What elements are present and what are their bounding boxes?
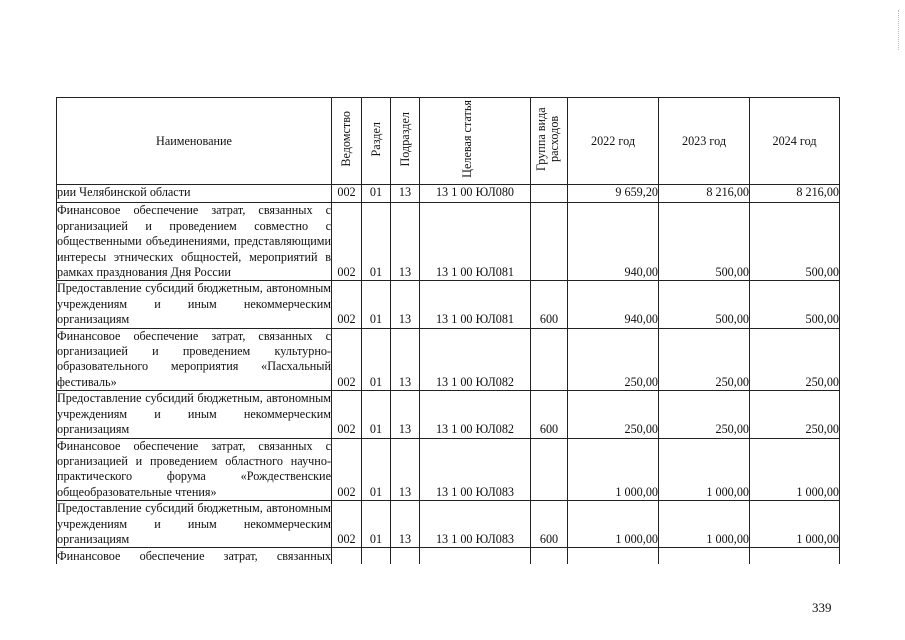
table-row bbox=[57, 501, 840, 548]
row-target-item: 13 1 00 ЮЛ083 bbox=[420, 501, 531, 548]
header-section: Раздел bbox=[362, 98, 391, 185]
header-name: Наименование bbox=[57, 98, 332, 185]
row-dept bbox=[332, 548, 362, 565]
row-name: Финансовое обеспечение затрат, связанных с организацией и проведением культурно-образовательного мероприятия «Пасхальный фестиваль» bbox=[57, 328, 331, 389]
header-year-2022: 2022 год bbox=[568, 98, 659, 185]
row-target-item: 13 1 00 ЮЛ082 bbox=[420, 391, 531, 438]
row-dept: 002 bbox=[332, 281, 362, 328]
row-expense-group bbox=[531, 203, 568, 281]
row-name: Финансовое обеспечение затрат, связанных с организацией и проведением областного научно-практического форума «Рождественские общеобразовательные чтения» bbox=[57, 438, 331, 499]
row-section: 01 bbox=[362, 438, 391, 501]
row-value-2022: 940,00 bbox=[568, 203, 659, 281]
row-value-2023: 500,00 bbox=[659, 281, 750, 328]
row-value-2023: 8 216,00 bbox=[659, 185, 750, 203]
row-value-2023: 1 000,00 bbox=[659, 501, 750, 548]
row-target-item: 13 1 00 ЮЛ081 bbox=[420, 203, 531, 281]
row-expense-group: 600 bbox=[531, 281, 568, 328]
row-value-2022: 1 000,00 bbox=[568, 438, 659, 501]
row-subsection: 13 bbox=[391, 501, 420, 548]
row-subsection: 13 bbox=[391, 328, 420, 391]
table-header-row bbox=[57, 98, 840, 185]
header-year-2023: 2023 год bbox=[659, 98, 750, 185]
header-subsection: Подраздел bbox=[391, 98, 420, 185]
row-subsection: 13 bbox=[391, 281, 420, 328]
row-section bbox=[362, 548, 391, 565]
row-value-2024: 250,00 bbox=[750, 328, 840, 391]
row-name: рии Челябинской области bbox=[57, 185, 332, 203]
row-name: Предоставление субсидий бюджетным, автономным учреждениям и иным некоммерческим организациям bbox=[57, 501, 331, 546]
row-target-item bbox=[420, 548, 531, 565]
row-name: Финансовое обеспечение затрат, связанных с организацией и проведением совместно с общественными объединениями, представляющими интересы этнических общностей, мероприятий в рамках празднования Дня России bbox=[57, 203, 331, 280]
row-value-2023 bbox=[659, 548, 750, 565]
table-row bbox=[57, 203, 840, 281]
row-value-2023: 250,00 bbox=[659, 328, 750, 391]
row-section: 01 bbox=[362, 185, 391, 203]
row-value-2024: 500,00 bbox=[750, 281, 840, 328]
row-expense-group bbox=[531, 185, 568, 203]
row-expense-group: 600 bbox=[531, 391, 568, 438]
row-value-2022: 250,00 bbox=[568, 391, 659, 438]
row-dept: 002 bbox=[332, 328, 362, 391]
row-dept: 002 bbox=[332, 501, 362, 548]
row-value-2022: 1 000,00 bbox=[568, 501, 659, 548]
row-dept: 002 bbox=[332, 438, 362, 501]
row-subsection: 13 bbox=[391, 185, 420, 203]
header-expense-group: Группа вида расходов bbox=[531, 98, 568, 185]
header-dept: Ведомство bbox=[332, 98, 362, 185]
budget-table bbox=[56, 97, 840, 564]
row-expense-group bbox=[531, 438, 568, 501]
row-expense-group bbox=[531, 328, 568, 391]
table-row-continued bbox=[57, 548, 840, 565]
row-name: Предоставление субсидий бюджетным, автономным учреждениям и иным некоммерческим организациям bbox=[57, 391, 331, 437]
row-dept: 002 bbox=[332, 185, 362, 203]
row-section: 01 bbox=[362, 203, 391, 281]
row-value-2023: 250,00 bbox=[659, 391, 750, 438]
header-year-2024: 2024 год bbox=[750, 98, 840, 185]
row-subsection bbox=[391, 548, 420, 565]
row-value-2024: 250,00 bbox=[750, 391, 840, 438]
row-value-2024: 8 216,00 bbox=[750, 185, 840, 203]
table-row bbox=[57, 391, 840, 438]
row-dept: 002 bbox=[332, 391, 362, 438]
row-section: 01 bbox=[362, 328, 391, 391]
row-name: Финансовое обеспечение затрат, связанных bbox=[57, 548, 331, 563]
row-value-2022: 9 659,20 bbox=[568, 185, 659, 203]
row-section: 01 bbox=[362, 281, 391, 328]
page-number: 339 bbox=[812, 600, 832, 615]
row-expense-group: 600 bbox=[531, 501, 568, 548]
row-target-item: 13 1 00 ЮЛ082 bbox=[420, 328, 531, 391]
row-dept: 002 bbox=[332, 203, 362, 281]
row-section: 01 bbox=[362, 391, 391, 438]
row-name: Предоставление субсидий бюджетным, автономным учреждениям и иным некоммерческим организациям bbox=[57, 281, 331, 327]
row-subsection: 13 bbox=[391, 438, 420, 501]
table-row bbox=[57, 185, 840, 203]
row-value-2022 bbox=[568, 548, 659, 565]
row-value-2024 bbox=[750, 548, 840, 565]
row-value-2024: 500,00 bbox=[750, 203, 840, 281]
row-value-2023: 500,00 bbox=[659, 203, 750, 281]
row-value-2022: 250,00 bbox=[568, 328, 659, 391]
header-target-item: Целевая статья bbox=[420, 98, 531, 185]
table-row bbox=[57, 438, 840, 501]
row-target-item: 13 1 00 ЮЛ083 bbox=[420, 438, 531, 501]
row-target-item: 13 1 00 ЮЛ081 bbox=[420, 281, 531, 328]
table-row bbox=[57, 328, 840, 391]
row-expense-group bbox=[531, 548, 568, 565]
row-subsection: 13 bbox=[391, 391, 420, 438]
row-section: 01 bbox=[362, 501, 391, 548]
row-value-2024: 1 000,00 bbox=[750, 501, 840, 548]
scan-margin-marks bbox=[896, 10, 899, 50]
row-target-item: 13 1 00 ЮЛ080 bbox=[420, 185, 531, 203]
row-value-2024: 1 000,00 bbox=[750, 438, 840, 501]
row-value-2023: 1 000,00 bbox=[659, 438, 750, 501]
row-subsection: 13 bbox=[391, 203, 420, 281]
row-value-2022: 940,00 bbox=[568, 281, 659, 328]
table-row bbox=[57, 281, 840, 328]
